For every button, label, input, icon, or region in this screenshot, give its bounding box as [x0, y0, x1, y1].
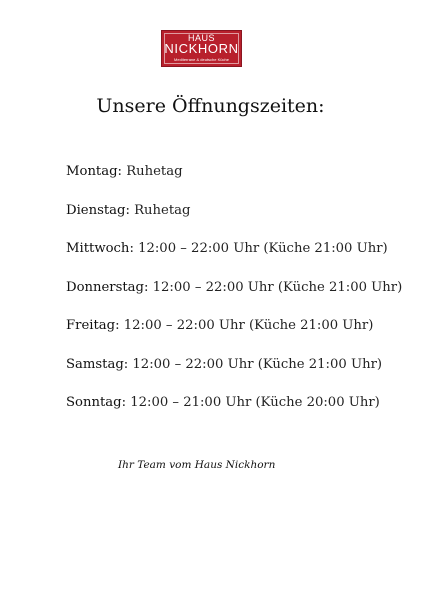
day-label: Freitag — [66, 318, 116, 333]
hours-value: 12:00 – 22:00 Uhr (Küche 21:00 Uhr) — [132, 356, 383, 372]
hours-row-monday: Montag: Ruhetag — [66, 164, 183, 179]
hours-value: 12:00 – 22:00 Uhr (Küche 21:00 Uhr) — [152, 279, 403, 295]
hours-value: 12:00 – 22:00 Uhr (Küche 21:00 Uhr) — [138, 241, 388, 256]
logo-tagline: Mediterrane & deutsche Küche — [174, 57, 229, 62]
opening-hours-list — [66, 162, 402, 432]
hours-value: 12:00 – 22:00 Uhr (Küche 21:00 Uhr) — [123, 318, 374, 333]
restaurant-logo — [161, 30, 242, 67]
day-label: Sonntag — [66, 395, 122, 410]
hours-row-wednesday: Mittwoch: 12:00 – 22:00 Uhr (Küche 21:00 Uhr) — [66, 241, 388, 256]
hours-row-tuesday: Dienstag: Ruhetag — [66, 202, 191, 218]
day-label: Montag — [66, 164, 118, 179]
hours-value: Ruhetag — [134, 202, 191, 218]
day-label: Dienstag — [66, 202, 126, 218]
page-title: Unsere Öffnungszeiten: — [96, 95, 325, 117]
hours-value: 12:00 – 21:00 Uhr (Küche 20:00 Uhr) — [130, 395, 380, 410]
hours-row-friday: Freitag: 12:00 – 22:00 Uhr (Küche 21:00 Uhr) — [66, 318, 374, 333]
logo-line-1: HAUS — [187, 33, 215, 43]
hours-row-saturday: Samstag: 12:00 – 22:00 Uhr (Küche 21:00 Uhr) — [66, 356, 383, 372]
hours-value: Ruhetag — [126, 164, 183, 179]
signature: Ihr Team vom Haus Nickhorn — [118, 459, 276, 471]
day-label: Mittwoch — [66, 241, 130, 256]
day-label: Samstag — [66, 356, 124, 372]
hours-row-thursday: Donnerstag: 12:00 – 22:00 Uhr (Küche 21:00 Uhr) — [66, 279, 403, 295]
day-label: Donnerstag — [66, 279, 144, 295]
logo-line-2: NICKHORN — [164, 41, 239, 56]
hours-row-sunday: Sonntag: 12:00 – 21:00 Uhr (Küche 20:00 Uhr) — [66, 395, 380, 410]
